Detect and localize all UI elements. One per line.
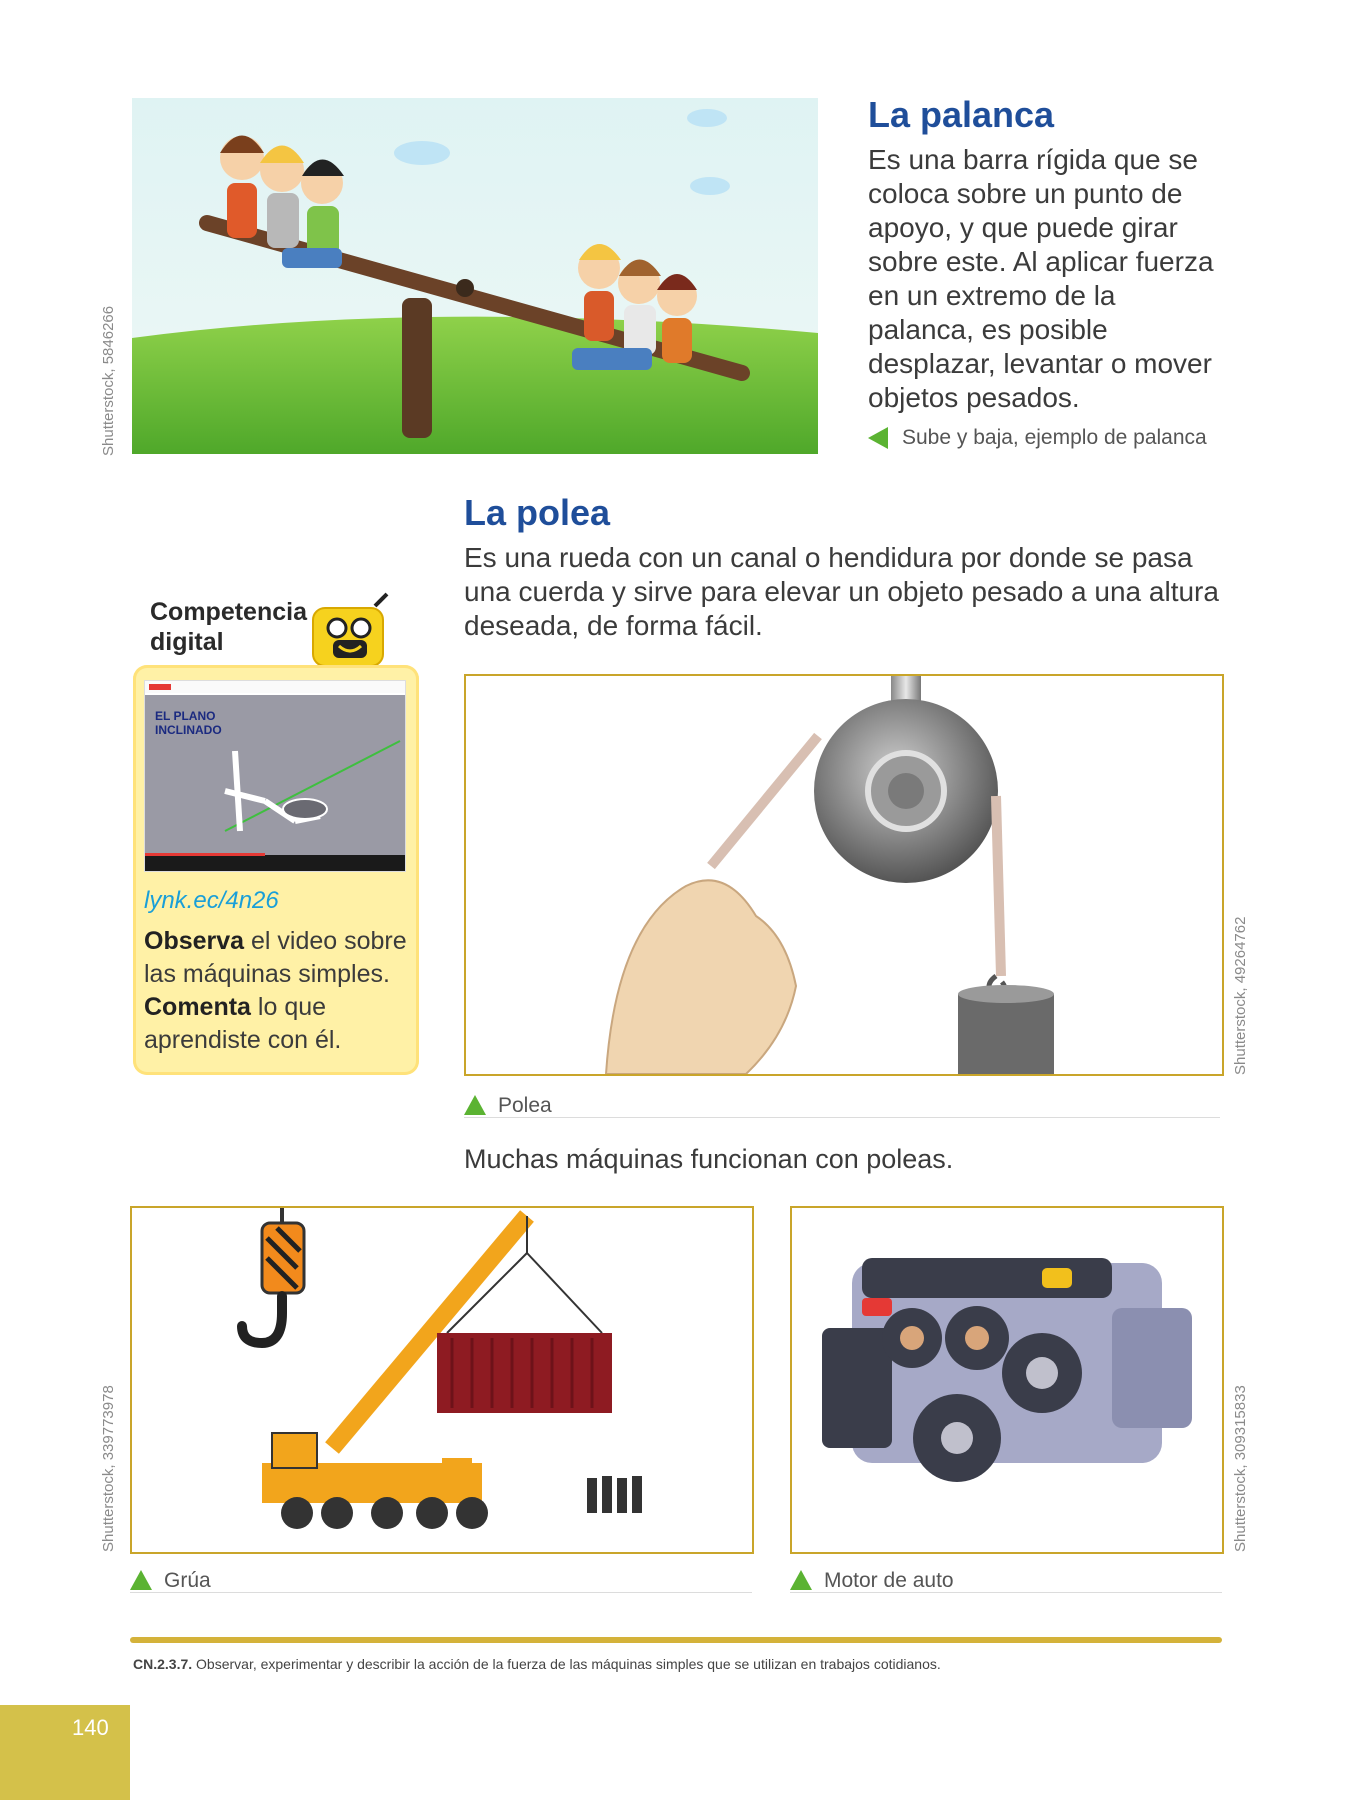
palanca-caption: Sube y baja, ejemplo de palanca — [902, 426, 1207, 449]
verb-observa: Observa — [144, 927, 245, 955]
photo-credit: Shutterstock, 49264762 — [1232, 916, 1249, 1075]
pulley-image-frame — [464, 674, 1224, 1076]
caption-divider — [790, 1592, 1222, 1593]
palanca-description: Es una barra rígida que se coloca sobre un punto de apoyo, y que puede girar sobre este. Al aplicar fuerza en un extremo de la palanca, es posible desplazar, levantar o mover objetos pesados. — [868, 144, 1214, 413]
grua-caption: Grúa — [164, 1569, 211, 1592]
caption-divider — [464, 1117, 1220, 1118]
photo-credit: Shutterstock, 5846266 — [100, 305, 117, 456]
caption-arrow-icon — [868, 427, 888, 449]
motor-caption: Motor de auto — [824, 1569, 954, 1592]
competencia-digital-heading — [150, 597, 307, 657]
standard-text: Observar, experimentar y describir la acción de la fuerza de las máquinas simples que se utilizan en trabajos cotidianos. — [192, 1656, 941, 1672]
page-number-tab — [0, 1705, 130, 1800]
polea-caption: Polea — [498, 1094, 552, 1117]
crane-image-frame — [130, 1206, 754, 1554]
polea-description: Es una rueda con un canal o hendidura por donde se pasa una cuerda y sirve para elevar un objeto pesado a una altura deseada, de forma fácil. — [464, 542, 1219, 641]
robot-mascot-icon — [305, 590, 400, 675]
video-thumbnail[interactable] — [144, 680, 406, 872]
caption-arrow-icon — [790, 1570, 812, 1590]
curriculum-standard — [133, 1656, 941, 1672]
caption-arrow-icon — [464, 1095, 486, 1115]
video-link[interactable]: lynk.ec/4n26 — [144, 887, 279, 914]
section-title-polea: La polea — [464, 492, 611, 533]
machines-intro: Muchas máquinas funcionan con poleas. — [464, 1144, 954, 1174]
photo-credit: Shutterstock, 309315833 — [1232, 1385, 1249, 1552]
section-title-palanca: La palanca — [868, 94, 1055, 135]
photo-credit: Shutterstock, 339773978 — [100, 1385, 117, 1552]
caption-arrow-icon — [130, 1570, 152, 1590]
digital-instructions — [144, 925, 414, 1057]
seesaw-illustration — [132, 98, 818, 454]
page-number: 140 — [72, 1715, 109, 1740]
instruction-text: lo que aprendiste con él. — [144, 993, 342, 1054]
caption-divider — [130, 1592, 752, 1593]
footer-divider — [130, 1637, 1222, 1643]
video-title: EL PLANO INCLINADO — [155, 709, 222, 737]
standard-code: CN.2.3.7. — [133, 1656, 193, 1672]
heading-line: digital — [150, 628, 224, 656]
verb-comenta: Comenta — [144, 993, 251, 1021]
instruction-text: el video sobre las máquinas simples. — [144, 927, 407, 988]
engine-image-frame — [790, 1206, 1224, 1554]
heading-line: Competencia — [150, 598, 307, 626]
